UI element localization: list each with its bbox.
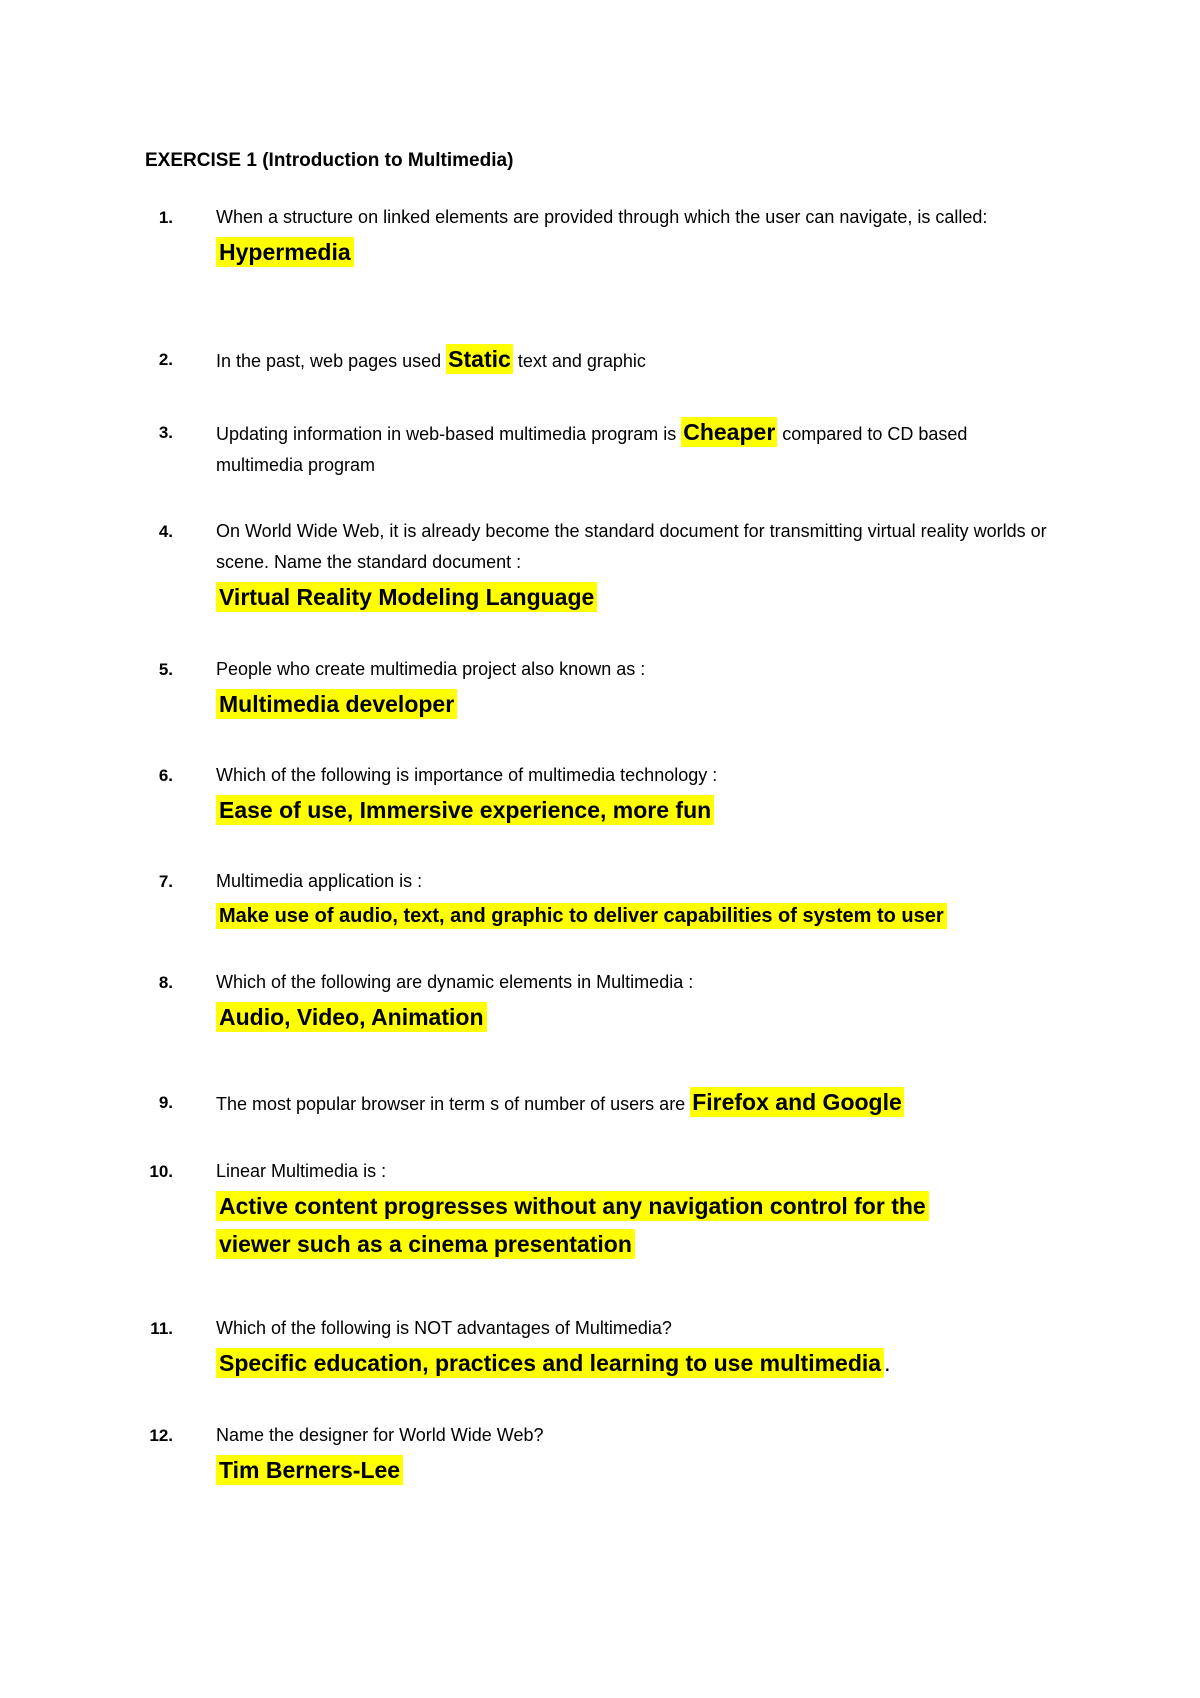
question-number: 8. xyxy=(158,973,173,992)
question-number: 5. xyxy=(158,660,173,679)
question-number: 6. xyxy=(158,766,173,785)
question-7 xyxy=(158,866,1058,935)
answer-highlight: Cheaper xyxy=(683,419,776,445)
question-number: 4. xyxy=(158,522,173,541)
question-number: 2. xyxy=(158,350,173,369)
question-number: 9. xyxy=(158,1093,173,1112)
answer-highlight: Static xyxy=(448,346,511,372)
question-text: On World Wide Web, it is already become the standard document for transmitting virtual reality worlds or scene. Name the standard document : xyxy=(216,521,1047,572)
answer-highlight: Firefox and Google xyxy=(692,1089,902,1115)
question-text: People who create multimedia project also known as : xyxy=(216,659,646,679)
question-number: 1. xyxy=(158,208,173,227)
question-text: Linear Multimedia is : xyxy=(216,1161,387,1181)
answer-highlight: Virtual Reality Modeling Language xyxy=(216,582,597,612)
page-title: EXERCISE 1 (Introduction to Multimedia) xyxy=(145,150,514,171)
answer-highlight: Audio, Video, Animation xyxy=(216,1002,487,1032)
question-9 xyxy=(158,1087,1058,1120)
answer xyxy=(216,233,1058,271)
answer-highlight: Ease of use, Immersive experience, more fun xyxy=(216,795,714,825)
question-6 xyxy=(158,760,1058,829)
answer-highlight: Hypermedia xyxy=(216,237,354,267)
question-text xyxy=(216,344,1058,377)
question-12 xyxy=(149,1420,1058,1489)
question-10 xyxy=(149,1156,1058,1263)
answer xyxy=(216,1451,1058,1489)
answer-highlight: Tim Berners-Lee xyxy=(216,1455,403,1485)
question-text: When a structure on linked elements are provided through which the user can navigate, is called: xyxy=(216,207,988,227)
question-number: 10. xyxy=(149,1162,173,1181)
answer xyxy=(216,897,1058,935)
question-number: 7. xyxy=(158,872,173,891)
question-4 xyxy=(158,516,1058,616)
question-number: 3. xyxy=(158,423,173,442)
question-number: 11. xyxy=(150,1319,173,1338)
question-text-pre: Updating information in web-based multimedia program is xyxy=(216,424,682,444)
question-text: Which of the following is importance of multimedia technology : xyxy=(216,765,718,785)
answer xyxy=(216,578,1058,616)
question-text: Name the designer for World Wide Web? xyxy=(216,1425,544,1445)
question-number: 12. xyxy=(149,1426,173,1445)
answer xyxy=(216,685,1058,723)
question-text-post: compared to CD based multimedia program xyxy=(216,424,968,475)
answer xyxy=(216,1344,1058,1382)
answer-highlight: Specific education, practices and learning to use multimedia xyxy=(216,1348,884,1378)
answer-highlight: Make use of audio, text, and graphic to deliver capabilities of system to user xyxy=(216,903,947,929)
question-11 xyxy=(150,1313,1058,1382)
question-text-pre: The most popular browser in term s of number of users are xyxy=(216,1094,691,1114)
question-text: Which of the following is NOT advantages of Multimedia? xyxy=(216,1318,672,1338)
question-text: Multimedia application is : xyxy=(216,871,423,891)
question-text-pre: In the past, web pages used xyxy=(216,351,447,371)
question-1 xyxy=(158,202,1058,271)
question-text: Which of the following are dynamic elements in Multimedia : xyxy=(216,972,694,992)
answer xyxy=(216,998,1058,1036)
question-text xyxy=(216,1087,1058,1120)
answer-highlight: Multimedia developer xyxy=(216,689,457,719)
question-text-post: text and graphic xyxy=(512,351,646,371)
question-2 xyxy=(158,344,1058,377)
question-5 xyxy=(158,654,1058,723)
question-8 xyxy=(158,967,1058,1036)
question-text xyxy=(216,417,1058,481)
question-3 xyxy=(158,417,1058,481)
answer xyxy=(216,1187,976,1263)
answer-tail: . xyxy=(884,1350,891,1376)
answer-highlight: Active content progresses without any navigation control for the viewer such as a cinema presentation xyxy=(216,1191,929,1259)
answer xyxy=(216,791,1058,829)
